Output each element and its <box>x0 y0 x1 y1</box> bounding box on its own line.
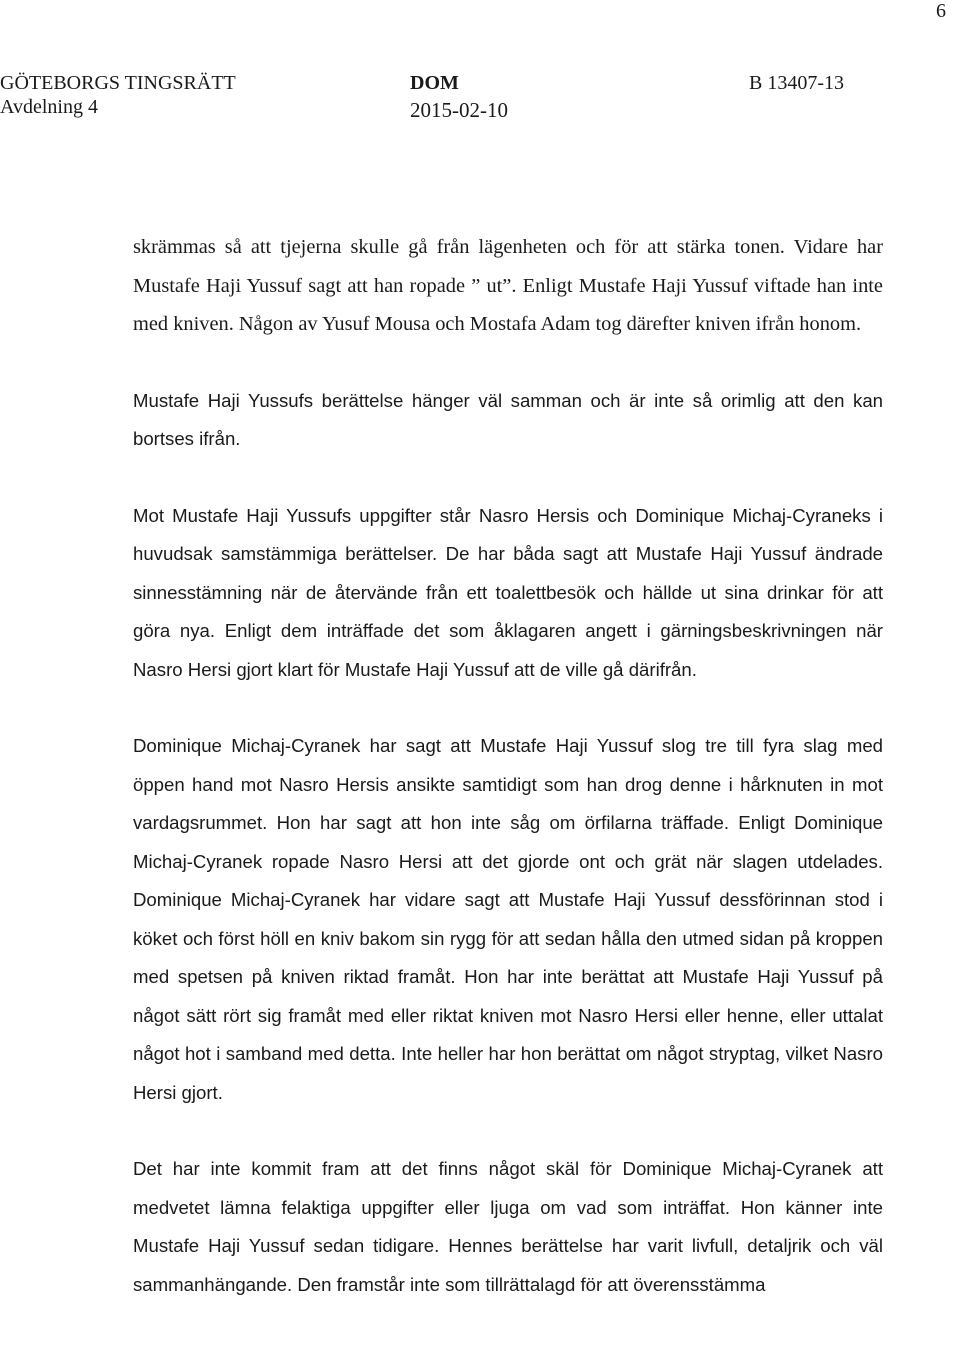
paragraph: Dominique Michaj-Cyranek har sagt att Mustafe Haji Yussuf slog tre till fyra slag med öppen hand mot Nasro Hersis ansikte samtidigt som han drog denne i hårknuten in mot vardagsrummet. Hon har sagt att hon inte såg om örfilarna träffade. Enligt Dominique Michaj-Cyranek ropade Nasro Hersi att det gjorde ont och grät när slagen utdelades. Dominique Michaj-Cyranek har vidare sagt att Mustafe Haji Yussuf dessförinnan stod i köket och först höll en kniv bakom sin rygg för att sedan hålla den utmed sidan på kroppen med spetsen på kniven riktad framåt. Hon har inte berättat att Mustafe Haji Yussuf på något sätt rört sig framåt med eller riktat kniven mot Nasro Hersi eller henne, eller uttalat något hot i samband med detta. Inte heller har hon berättat om något stryptag, vilket Nasro Hersi gjort. <box>133 735 883 1103</box>
document-header <box>0 72 960 132</box>
paragraph: Mot Mustafe Haji Yussufs uppgifter står Nasro Hersis och Dominique Michaj-Cyraneks i huvudsak samstämmiga berättelser. De har båda sagt att Mustafe Haji Yussuf ändrade sinnesstämning när de återvände från ett toalettbesök och hällde ut sina drinkar för att göra nya. Enligt dem inträffade det som åklagaren angett i gärningsbeskrivningen när Nasro Hersi gjort klart för Mustafe Haji Yussuf att de ville gå därifrån. <box>133 504 883 680</box>
case-number: B 13407-13 <box>749 72 844 94</box>
court-name: GÖTEBORGS TINGSRÄTT <box>0 72 236 94</box>
page-number: 6 <box>936 0 946 22</box>
court-division: Avdelning 4 <box>0 96 98 118</box>
document-type: DOM <box>410 72 459 94</box>
paragraph: skrämmas så att tjejerna skulle gå från lägenheten och för att stärka tonen. Vidare har Mustafe Haji Yussuf sagt att han ropade ” ut”. Enligt Mustafe Haji Yussuf viftade han inte med kniven. Någon av Yusuf Mousa och Mostafa Adam tog därefter kniven ifrån honom. <box>133 236 883 335</box>
document-body <box>133 228 883 1342</box>
paragraph: Det har inte kommit fram att det finns något skäl för Dominique Michaj-Cyranek att medvetet lämna felaktiga uppgifter eller ljuga om vad som inträffat. Hon känner inte Mustafe Haji Yussuf sedan tidigare. Hennes berättelse har varit livfull, detaljrik och väl sammanhängande. Den framstår inte som tillrättalagd för att överensstämma <box>133 1158 883 1295</box>
paragraph: Mustafe Haji Yussufs berättelse hänger väl samman och är inte så orimlig att den kan bortses ifrån. <box>133 389 883 449</box>
document-date: 2015-02-10 <box>410 98 508 122</box>
